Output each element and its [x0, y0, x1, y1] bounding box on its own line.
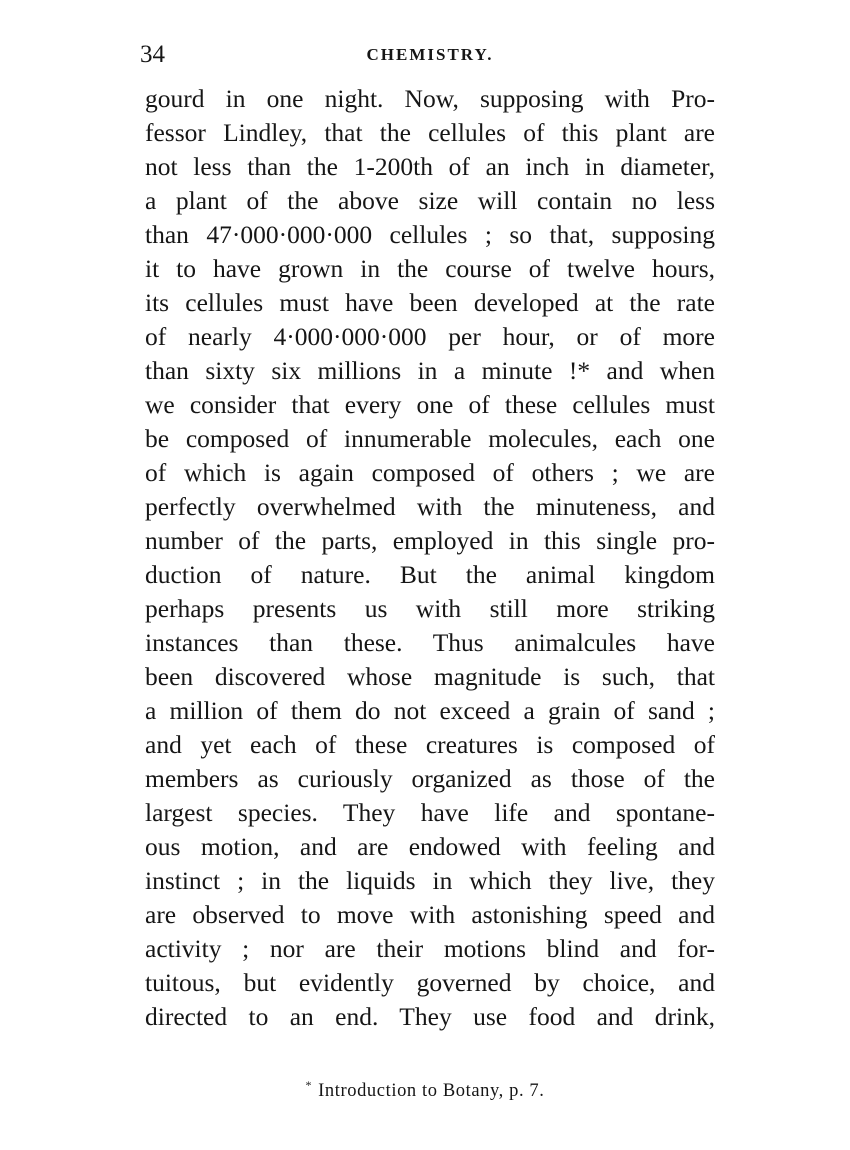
text-line: tuitous, but evidently governed by choice, and [145, 968, 715, 997]
text-line: instinct ; in the liquids in which they live, they [145, 866, 715, 895]
text-line: and yet each of these creatures is composed of [145, 730, 715, 759]
text-line: of nearly 4·000·000·000 per hour, or of more [145, 322, 715, 351]
body-text [145, 82, 715, 1034]
text-line: perfectly overwhelmed with the minuteness, and [145, 492, 715, 521]
text-line: we consider that every one of these cellules must [145, 390, 715, 419]
text-line: than sixty six millions in a minute !* and when [145, 356, 715, 385]
text-line: number of the parts, employed in this single pro- [145, 526, 715, 555]
text-line: activity ; nor are their motions blind and for- [145, 934, 715, 963]
page-number: 34 [140, 41, 165, 68]
text-line: largest species. They have life and spontane- [145, 798, 715, 827]
running-head [140, 40, 720, 70]
text-line: a million of them do not exceed a grain of sand ; [145, 696, 715, 725]
text-line: perhaps presents us with still more striking [145, 594, 715, 623]
text-line: a plant of the above size will contain no less [145, 186, 715, 215]
text-line: its cellules must have been developed at the rate [145, 288, 715, 317]
text-line: it to have grown in the course of twelve hours, [145, 254, 715, 283]
text-line: duction of nature. But the animal kingdom [145, 560, 715, 589]
text-line: be composed of innumerable molecules, each one [145, 424, 715, 453]
text-line: directed to an end. They use food and drink, [145, 1002, 715, 1031]
text-line: than 47·000·000·000 cellules ; so that, supposing [145, 220, 715, 249]
text-line: not less than the 1-200th of an inch in diameter, [145, 152, 715, 181]
footnote-mark: * [305, 1078, 313, 1092]
text-line: been discovered whose magnitude is such, that [145, 662, 715, 691]
text-line: fessor Lindley, that the cellules of this plant are [145, 118, 715, 147]
running-title: CHEMISTRY. [366, 45, 494, 64]
text-line: of which is again composed of others ; we are [145, 458, 715, 487]
footnote-text: Introduction to Botany, p. 7. [318, 1081, 545, 1102]
footnote [0, 1072, 850, 1104]
text-line: ous motion, and are endowed with feeling and [145, 832, 715, 861]
text-line: gourd in one night. Now, supposing with Pro- [145, 84, 715, 113]
text-line: instances than these. Thus animalcules have [145, 628, 715, 657]
text-line: are observed to move with astonishing speed and [145, 900, 715, 929]
text-line: members as curiously organized as those of the [145, 764, 715, 793]
